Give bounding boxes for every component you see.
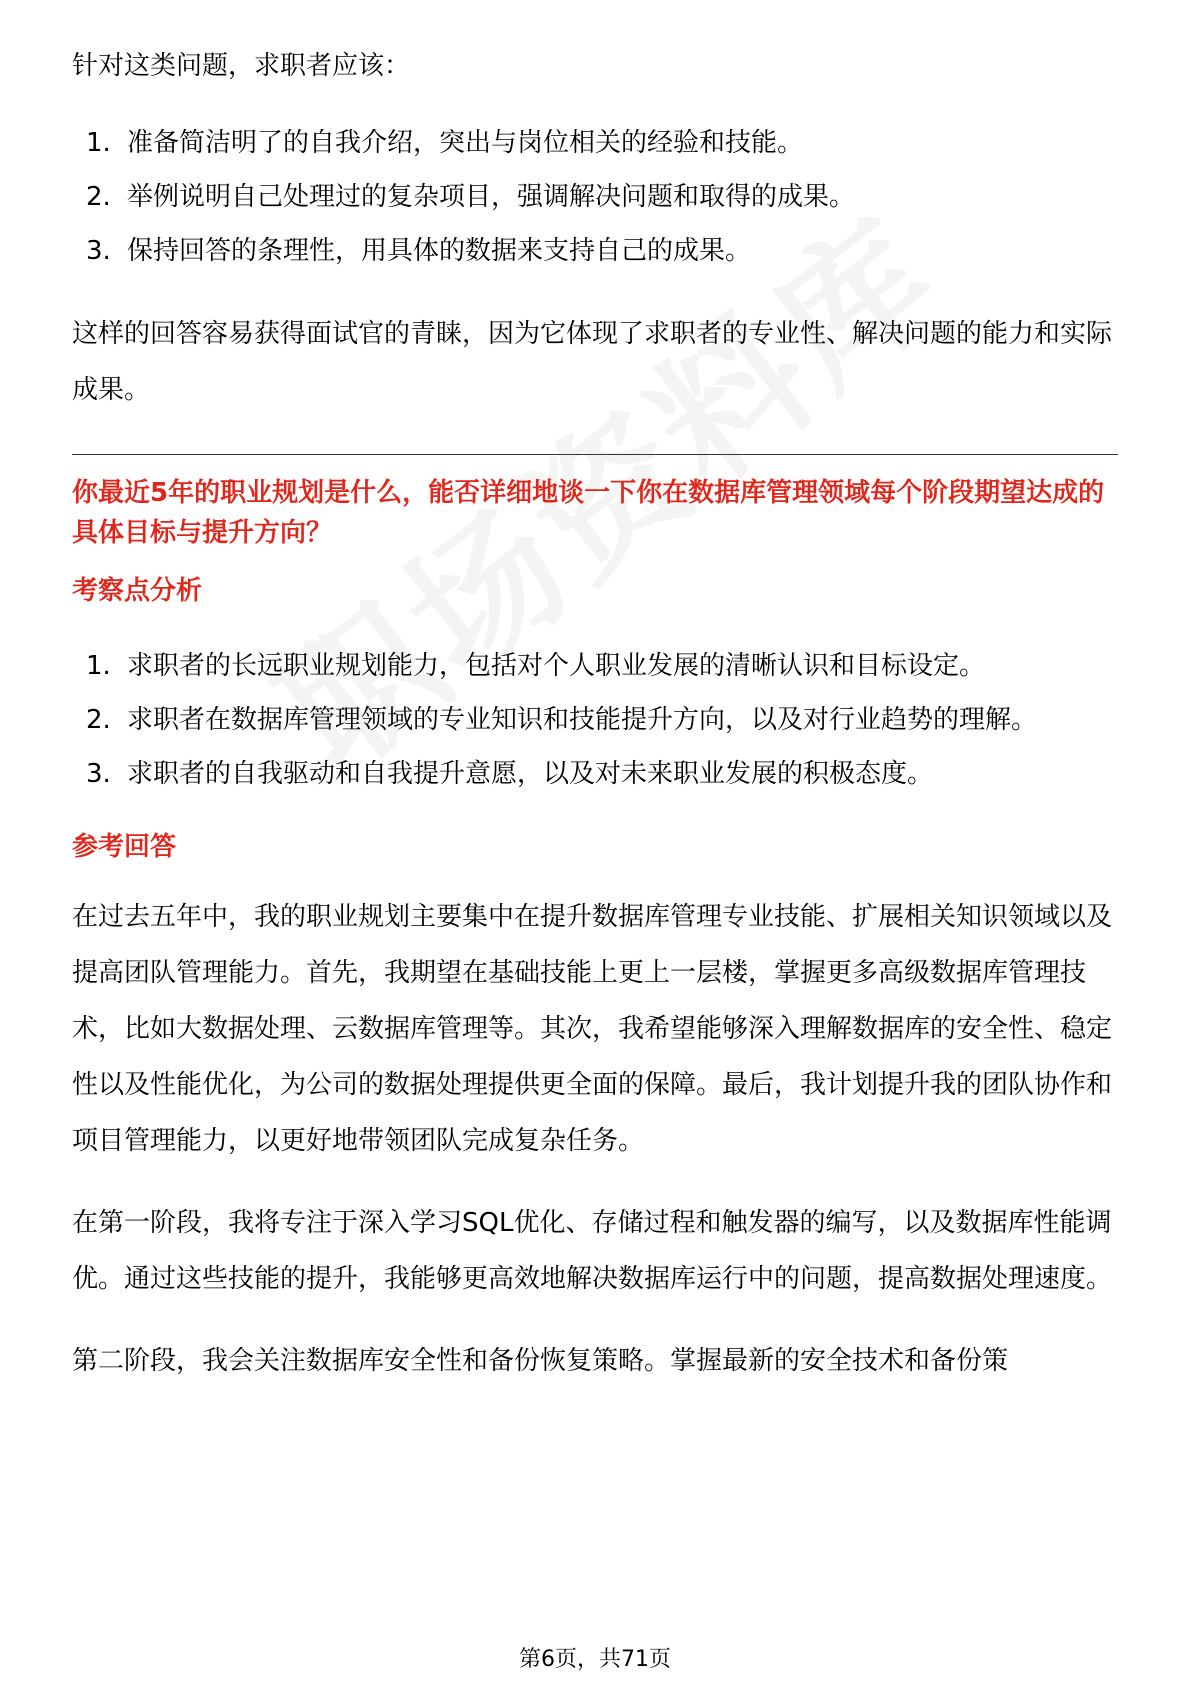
list-number: 2. bbox=[86, 705, 111, 735]
page-content bbox=[72, 40, 1118, 1389]
question-title: 你最近5年的职业规划是什么，能否详细地谈一下你在数据库管理领域每个阶段期望达成的具体目标与提升方向？ bbox=[72, 478, 1105, 548]
list-item-text: 求职者在数据库管理领域的专业知识和技能提升方向，以及对行业趋势的理解。 bbox=[127, 705, 1038, 735]
answer-paragraph: 在过去五年中，我的职业规划主要集中在提升数据库管理专业技能、扩展相关知识领域以及提高团队管理能力。首先，我期望在基础技能上更上一层楼，掌握更多高级数据库管理技术，比如大数据处理、云数据库管理等。其次，我希望能够深入理解数据库的安全性、稳定性以及性能优化，为公司的数据处理提供更全面的保障。最后，我计划提升我的团队协作和项目管理能力，以更好地带领团队完成复杂任务。 bbox=[72, 902, 1113, 1156]
list-item-text: 准备简洁明了的自我介绍，突出与岗位相关的经验和技能。 bbox=[127, 128, 804, 158]
list-number: 3. bbox=[86, 236, 111, 266]
answer-paragraph: 在第一阶段，我将专注于深入学习SQL优化、存储过程和触发器的编写，以及数据库性能调优。通过这些技能的提升，我能够更高效地解决数据库运行中的问题，提高数据处理速度。 bbox=[72, 1208, 1113, 1294]
list-item bbox=[72, 639, 1118, 693]
list-item bbox=[72, 170, 1118, 224]
answer-heading: 参考回答 bbox=[72, 832, 177, 862]
list-number: 1. bbox=[86, 128, 111, 158]
page-footer: 第6页，共71页 bbox=[519, 1647, 671, 1672]
list-item bbox=[72, 747, 1118, 801]
list-number: 3. bbox=[86, 759, 111, 789]
list-item-text: 求职者的自我驱动和自我提升意愿，以及对未来职业发展的积极态度。 bbox=[127, 759, 934, 789]
list-item-text: 举例说明自己处理过的复杂项目，强调解决问题和取得的成果。 bbox=[127, 182, 856, 212]
advice-list bbox=[72, 116, 1118, 278]
list-number: 2. bbox=[86, 182, 111, 212]
list-item-text: 保持回答的条理性，用具体的数据来支持自己的成果。 bbox=[127, 236, 752, 266]
list-item bbox=[72, 224, 1118, 278]
list-item bbox=[72, 693, 1118, 747]
list-item-text: 求职者的长远职业规划能力，包括对个人职业发展的清晰认识和目标设定。 bbox=[127, 651, 986, 681]
list-item bbox=[72, 116, 1118, 170]
section-divider bbox=[72, 454, 1118, 455]
answer-paragraph: 第二阶段，我会关注数据库安全性和备份恢复策略。掌握最新的安全技术和备份策 bbox=[72, 1346, 1009, 1376]
analysis-list bbox=[72, 639, 1118, 801]
list-number: 1. bbox=[86, 651, 111, 681]
intro-text: 针对这类问题，求职者应该： bbox=[72, 51, 411, 81]
analysis-heading: 考察点分析 bbox=[72, 576, 203, 606]
summary-text: 这样的回答容易获得面试官的青睐，因为它体现了求职者的专业性、解决问题的能力和实际成果。 bbox=[72, 319, 1113, 405]
